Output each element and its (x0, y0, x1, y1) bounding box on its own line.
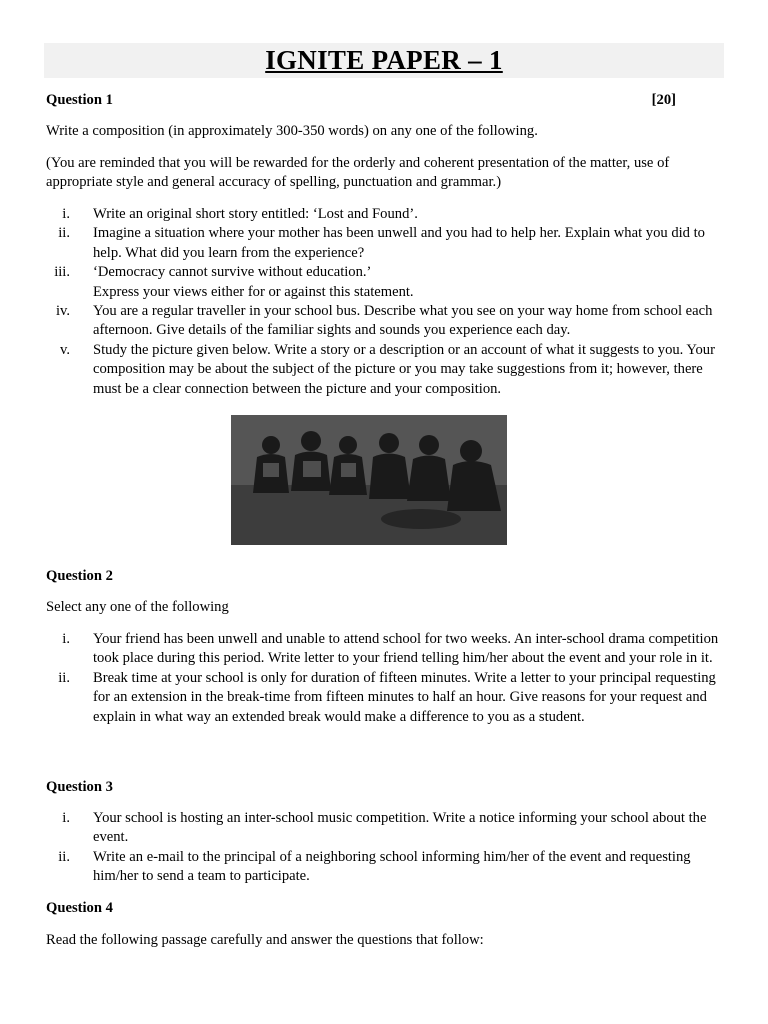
list-item (46, 341, 726, 399)
item-text: Study the picture given below. Write a story or a description or an account of what it suggests to you. Your composition may be about the subject of the picture or you may take suggestions from it; however, there must be a clear connection between the picture and your composition. (93, 341, 715, 397)
item-number: v. (60, 341, 70, 358)
q4-intro: Read the following passage carefully and answer the questions that follow: (46, 932, 484, 948)
item-text: Write an e-mail to the principal of a neighboring school informing him/her of the event and requesting him/her to send a team to participate. (93, 848, 691, 885)
item-text: You are a regular traveller in your school bus. Describe what you see on your way home from school each afternoon. Give details of the familiar sights and sounds you experience each day. (93, 303, 713, 339)
item-number: ii. (58, 669, 70, 686)
q1-reminder: (You are reminded that you will be rewarded for the orderly and coherent presentation of the matter, use of appropriate style and general accuracy of spelling, punctuation and grammar.) (46, 155, 670, 191)
q1-options (46, 205, 726, 399)
list-item (46, 848, 726, 887)
item-number: iv. (55, 303, 70, 320)
q1-marks: [20] (651, 92, 676, 108)
item-text: Your school is hosting an inter-school music competition. Write a notice informing your school about the event. (93, 810, 707, 846)
list-item (46, 302, 726, 341)
list-item (46, 630, 726, 669)
item-number: i. (62, 631, 70, 647)
item-number: i. (62, 206, 70, 222)
q1-heading: Question 1 (46, 92, 113, 108)
item-text: Write an original short story entitled: ‘Lost and Found’. (93, 206, 418, 222)
list-item (46, 224, 726, 263)
composition-picture (231, 415, 507, 545)
item-text: Imagine a situation where your mother has been unwell and you had to help her. Explain what you did to help. What did you learn from the experience? (93, 225, 705, 261)
item-text: ‘Democracy cannot survive without education.’ (93, 264, 372, 281)
list-item (46, 809, 726, 848)
list-item (46, 263, 726, 302)
q2-intro: Select any one of the following (46, 599, 229, 615)
title-bar (44, 43, 724, 78)
q4-heading: Question 4 (46, 900, 113, 916)
q1-intro: Write a composition (in approximately 300-350 words) on any one of the following. (46, 123, 538, 139)
children-sitting-photo (231, 415, 507, 545)
q2-options (46, 630, 726, 727)
list-item (46, 669, 726, 727)
item-number: i. (62, 810, 70, 826)
q3-heading: Question 3 (46, 779, 113, 795)
q1-header (46, 91, 726, 110)
item-text: Break time at your school is only for duration of fifteen minutes. Write a letter to your principal requesting for an extension in the break-time from fifteen minutes to half an hour. Give reasons for your request and explain in what way an extended break would make a difference to you as a student. (93, 669, 716, 725)
item-number: ii. (58, 848, 70, 865)
q3-options (46, 809, 726, 887)
list-item (46, 205, 726, 224)
q2-heading: Question 2 (46, 568, 113, 584)
item-text-continued: Express your views either for or against this statement. (93, 283, 414, 300)
item-text: Your friend has been unwell and unable to attend school for two weeks. An inter-school drama competition took place during this period. Write letter to your friend telling him/her about the event and your role in it. (93, 631, 719, 667)
item-number: iii. (54, 264, 70, 281)
page-title: IGNITE PAPER – 1 (265, 45, 503, 75)
item-number: ii. (58, 225, 70, 242)
